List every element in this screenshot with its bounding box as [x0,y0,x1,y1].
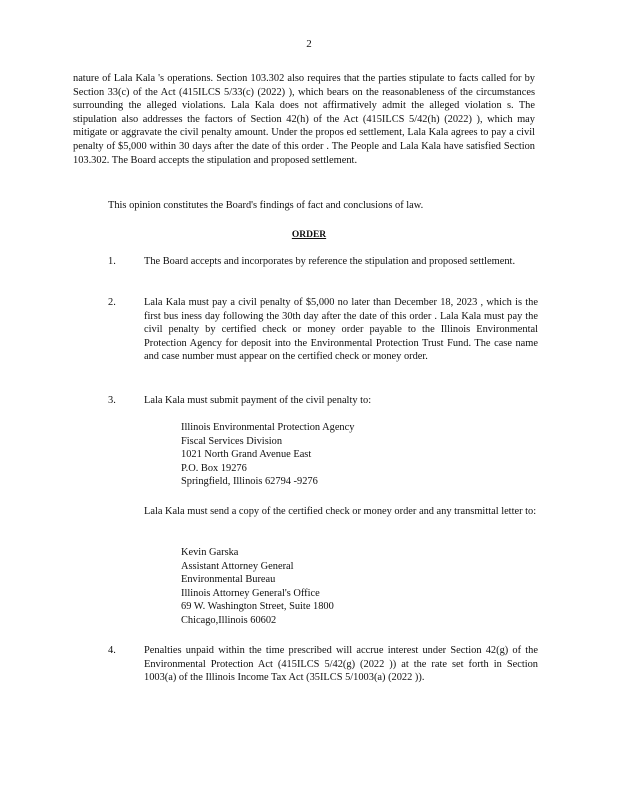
address-line: Assistant Attorney General [181,560,294,572]
item-text: Lala Kala must submit payment of the civil penalty to: [144,395,372,406]
payment-address-block [181,421,354,489]
address-line: Kevin Garska [181,547,239,558]
address-line: Illinois Attorney General's Office [181,587,320,599]
order-item-2 [108,296,538,364]
item-number: 4. [108,645,116,656]
item-text: Penalties unpaid within the time prescribed will accrue interest under Section 42(g) of the Environmental Protection Act (415ILCS 5/42(g) (2022 )) at the rate set forth in Section 1003(a) of the Illinois Income Tax Act (35ILCS 5/1003(a) (2022 )). [144,645,538,684]
order-heading-text: ORDER [291,230,327,240]
copy-instruction: Lala Kala must send a copy of the certified check or money order and any transmittal letter to: [144,506,537,517]
order-item-3 [108,394,538,408]
address-line: P.O. Box 19276 [181,462,247,474]
item-number: 3. [108,395,116,406]
item-number: 2. [108,297,116,308]
address-line: Fiscal Services Division [181,435,283,447]
order-heading [0,229,618,243]
findings-paragraph: This opinion constitutes the Board's findings of fact and conclusions of law. [108,200,424,211]
item-text: Lala Kala must pay a civil penalty of $5,000 no later than December 18, 2023 , which is the first bus iness day following the 30th day after the date of this order . Lala Kala must pay the civil penalty by certified check or money order payable to the Illinois Environmental Protection Agency for deposit into the Environmental Protection Trust Fund. The case name and case number must appear on the certified check or money order. [144,297,538,363]
address-line: 69 W. Washington Street, Suite 1800 [181,601,334,613]
address-line: Chicago,Illinois 60602 [181,614,277,626]
copy-address-block [181,546,334,628]
order-item-4 [108,644,538,685]
item-text: The Board accepts and incorporates by reference the stipulation and proposed settlement. [144,256,516,267]
page-number: 2 [306,38,312,50]
item-number: 1. [108,256,116,267]
address-line: Illinois Environmental Protection Agency [181,422,355,433]
address-line: Springfield, Illinois 62794 -9276 [181,476,318,488]
order-item-1 [108,255,538,269]
address-line: 1021 North Grand Avenue East [181,449,312,461]
address-line: Environmental Bureau [181,574,276,586]
opinion-paragraph: nature of Lala Kala 's operations. Section 103.302 also requires that the parties stipulate to facts called for by Section 33(c) of the Act (415ILCS 5/33(c) (2022) ), which bears on the reasonableness of the circumstances surrounding the alleged violations. Lala Kala does not affirmatively admit the alleged violation s. The stipulation also addresses the factors of Section 42(h) of the Act (415ILCS 5/42(h) (2022) ), which may mitigate or aggravate the civil penalty amount. Under the propos ed settlement, Lala Kala agrees to pay a civil penalty of $5,000 within 30 days after the date of this order . The People and Lala Kala have satisfied Section 103.302. The Board accepts the stipulation and proposed settlement. [73,73,535,166]
